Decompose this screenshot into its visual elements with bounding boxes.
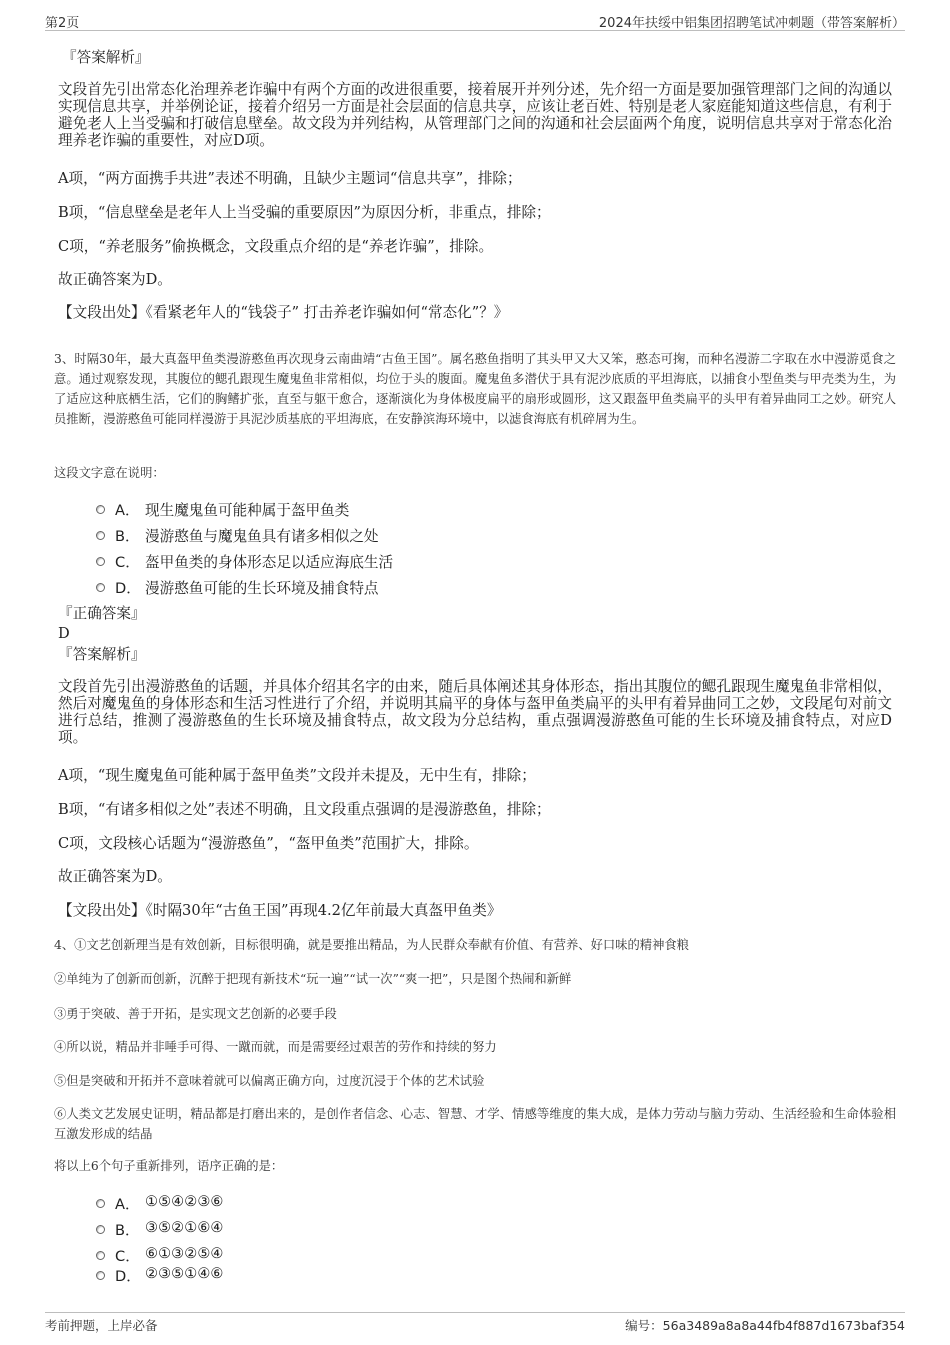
option-label: D． <box>115 580 141 597</box>
q3-analysis-text: 文段首先引出漫游憨鱼的话题，并具体介绍其名字的由来，随后具体阐述其身体形态，指出其腹位的鳃孔跟现生魔鬼鱼非常相似，然后对魔鬼鱼的身体形态和生活习性进行了介绍，并说明其扁平的身体与盔甲鱼类扁平的头甲有着异曲同工之妙，文段尾句对前文进行总结，推测了漫游憨鱼的生长环境及捕食特点，故文段为分总结构，重点强调漫游憨鱼可能的生长环境及捕食特点，对应D项。 <box>58 678 892 746</box>
option-text: 现生魔鬼鱼可能种属于盔甲鱼类 <box>145 502 350 519</box>
radio-icon[interactable] <box>96 557 105 566</box>
option-text: 盔甲鱼类的身体形态足以适应海底生活 <box>145 554 394 571</box>
document-title: 2024年扶绥中铝集团招聘笔试冲刺题（带答案解析） <box>598 16 905 31</box>
option-text: ⑥①③②⑤④ <box>145 1245 224 1262</box>
q2-option-a-analysis: A项，“两方面携手共进”表述不明确，且缺少主题词“信息共享”，排除； <box>58 170 522 187</box>
q3-stem: 3、时隔30年，最大真盔甲鱼类漫游憨鱼再次现身云南曲靖“古鱼王国”。属名憨鱼指明了其头甲又大又笨，憨态可掬，而种名漫游二字取在水中漫游觅食之意。通过观察发现，其腹位的鳃孔跟现生魔鬼鱼非常相似，均位于头的腹面。魔鬼鱼多潜伏于具有泥沙底质的平坦海底，以捕食小型鱼类与甲壳类为生，为了适应这种底栖生活，它们的胸鳍扩张，直至与躯干愈合，逐渐演化为身体极度扁平的扇形或圆形，这又跟盔甲鱼类扁平的头甲有着异曲同工之妙。研究人员推断，漫游憨鱼可能同样漫游于具泥沙质基底的平坦海底，在安静滨海环境中，以滤食海底有机碎屑为生。 <box>54 352 896 426</box>
radio-icon[interactable] <box>96 1199 105 1208</box>
option-label: D． <box>115 1268 141 1285</box>
q2-analysis-text: 文段首先引出常态化治理养老诈骗中有两个方面的改进很重要，接着展开并列分述，先介绍一方面是要加强管理部门之间的沟通以实现信息共享，并举例论证，接着介绍另一方面是社会层面的信息共享，应该让老百姓、特别是老人家庭能知道这些信息，有利于避免老人上当受骗和打破信息壁垒。故文段为并列结构，从管理部门之间的沟通和社会层面两个角度，说明信息共享对于常态化治理养老诈骗的重要性，对应D项。 <box>58 81 892 149</box>
radio-icon[interactable] <box>96 1271 105 1280</box>
option-label: B． <box>115 528 140 545</box>
option-text: ③⑤②①⑥④ <box>145 1219 224 1236</box>
q2-source: 【文段出处】《看紧老年人的“钱袋子” 打击养老诈骗如何“常态化”？》 <box>58 304 509 321</box>
page-footer <box>45 1312 905 1335</box>
footer-slogan: 考前押题，上岸必备 <box>45 1318 158 1333</box>
option-text: 漫游憨鱼可能的生长环境及捕食特点 <box>145 580 379 597</box>
option-text: ①⑤④②③⑥ <box>145 1193 224 1210</box>
option-label: B． <box>115 1222 140 1239</box>
q3-prompt: 这段文字意在说明： <box>54 466 165 480</box>
q4-sentence-4: ④所以说，精品并非唾手可得、一蹴而就，而是需要经过艰苦的劳作和持续的努力 <box>54 1040 497 1054</box>
q2-analysis-label: 『答案解析』 <box>62 49 150 66</box>
q3-option-a-analysis: A项，“现生魔鬼鱼可能种属于盔甲鱼类”文段并未提及，无中生有，排除； <box>58 767 536 784</box>
radio-icon[interactable] <box>96 531 105 540</box>
q4-prompt: 将以上6个句子重新排列，语序正确的是： <box>54 1159 284 1173</box>
page-number: 第2页 <box>45 16 80 31</box>
q3-source: 【文段出处】《时隔30年“古鱼王国”再现4.2亿年前最大真盔甲鱼类》 <box>58 902 502 919</box>
q4-sentence-3: ③勇于突破、善于开拓，是实现文艺创新的必要手段 <box>54 1007 337 1021</box>
q3-answer-label: 『正确答案』 <box>58 605 146 622</box>
option-label: C． <box>115 1248 140 1265</box>
q4-sentence-6: ⑥人类文艺发展史证明，精品都是打磨出来的，是创作者信念、心志、智慧、才学、情感等维度的集大成，是体力劳动与脑力劳动、生活经验和生命体验相互激发形成的结晶 <box>54 1107 896 1141</box>
option-text: 漫游憨鱼与魔鬼鱼具有诸多相似之处 <box>145 528 379 545</box>
radio-icon[interactable] <box>96 1251 105 1260</box>
option-label: A． <box>115 1196 140 1213</box>
page-header <box>45 12 905 31</box>
q3-option-b-analysis: B项，“有诸多相似之处”表述不明确，且文段重点强调的是漫游憨鱼，排除； <box>58 801 551 818</box>
q4-sentence-1: 4、①文艺创新理当是有效创新，目标很明确，就是要推出精品，为人民群众奉献有价值、有营养、好口味的精神食粮 <box>54 938 689 952</box>
q2-option-b-analysis: B项，“信息壁垒是老年人上当受骗的重要原因”为原因分析，非重点，排除； <box>58 204 551 221</box>
q3-analysis-label: 『答案解析』 <box>58 646 146 663</box>
document-id: 编号：56a3489a8a8a44fb4f887d1673baf354 <box>625 1318 905 1333</box>
q2-conclusion: 故正确答案为D。 <box>58 271 172 288</box>
q3-option-c-analysis: C项，文段核心话题为“漫游憨鱼”，“盔甲鱼类”范围扩大，排除。 <box>58 835 479 852</box>
option-text: ②③⑤①④⑥ <box>145 1265 224 1282</box>
q3-conclusion: 故正确答案为D。 <box>58 868 172 885</box>
q2-option-c-analysis: C项，“养老服务”偷换概念，文段重点介绍的是“养老诈骗”，排除。 <box>58 238 494 255</box>
radio-icon[interactable] <box>96 583 105 592</box>
option-label: A． <box>115 502 140 519</box>
radio-icon[interactable] <box>96 1225 105 1234</box>
q4-sentence-5: ⑤但是突破和开拓并不意味着就可以偏离正确方向，过度沉浸于个体的艺术试验 <box>54 1074 485 1088</box>
option-label: C． <box>115 554 140 571</box>
q4-sentence-2: ②单纯为了创新而创新，沉醉于把现有新技术“玩一遍”“试一次”“爽一把”，只是图个热闹和新鲜 <box>54 972 572 986</box>
q3-answer: D <box>58 625 70 642</box>
radio-icon[interactable] <box>96 505 105 514</box>
